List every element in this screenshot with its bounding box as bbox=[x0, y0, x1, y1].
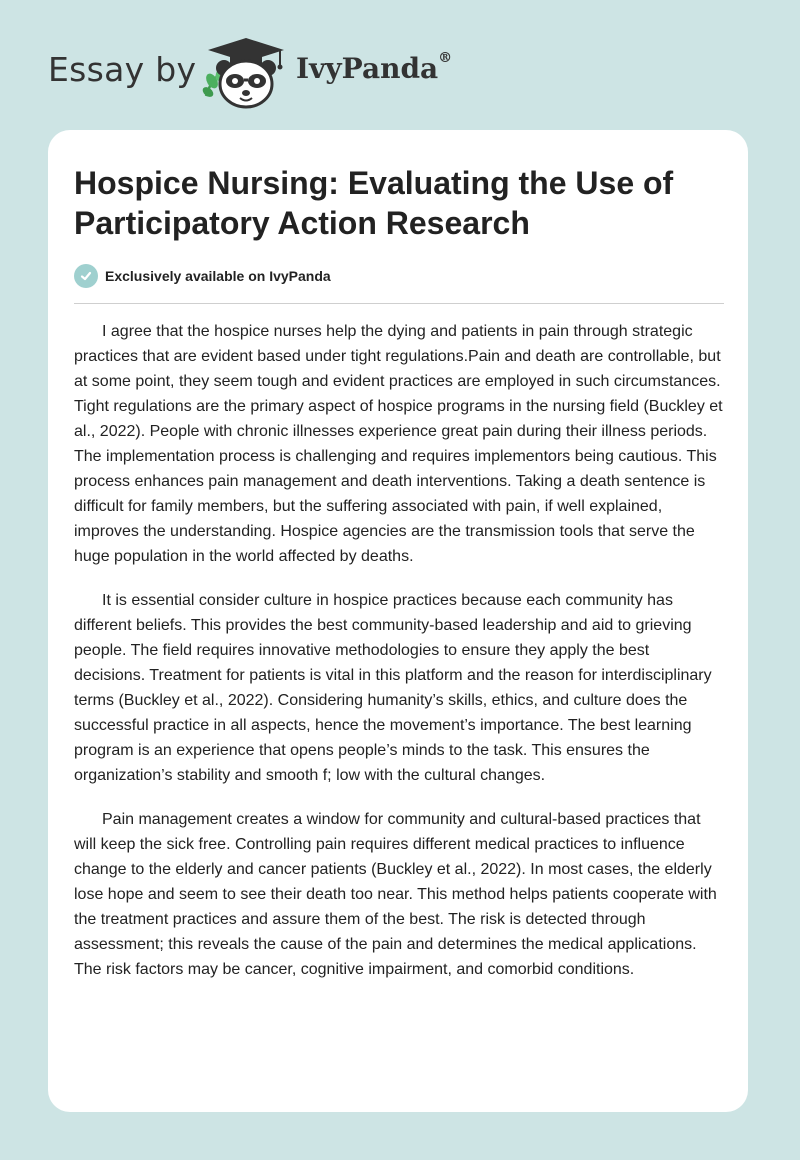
check-circle-icon bbox=[74, 264, 98, 288]
paragraph: It is essential consider culture in hospice practices because each community has different beliefs. This provides the best community-based leadership and aid to grieving people. The field requires innovative methodologies to ensure they apply the best decisions. Treatment for patients is vital in this platform and the reason for interdisciplinary terms (Buckley et al., 2022). Considering humanity’s skills, ethics, and culture does the successful practice in all aspects, hence the movement’s importance. The best learning program is an experience that opens people’s minds to the task. This ensures the organization’s stability and smooth f; low with the cultural changes. bbox=[74, 592, 712, 784]
panda-logo-icon[interactable] bbox=[200, 34, 292, 110]
paragraph: Pain management creates a window for community and cultural-based practices that will keep the sick free. Controlling pain requires different medical practices to influence change to the elderly and cancer patients (Buckley et al., 2022). In most cases, the elderly lose hope and seem to see their death too near. This method helps patients cooperate with the treatment practices and assure them of the best. The risk is detected through assessment; this reveals the cause of the pain and determines the medical applications. The risk factors may be cancer, cognitive impairment, and comorbid conditions. bbox=[74, 811, 717, 978]
brand-text: IvyPanda bbox=[296, 52, 439, 85]
site-header bbox=[48, 30, 508, 110]
essay-body bbox=[74, 319, 724, 1001]
essay-card bbox=[48, 130, 748, 1112]
brand-name[interactable] bbox=[296, 52, 452, 85]
title-divider bbox=[74, 303, 724, 304]
registered-mark: ® bbox=[438, 50, 453, 66]
exclusive-badge-label: Exclusively available on IvyPanda bbox=[105, 268, 331, 284]
essay-by-label: Essay by bbox=[48, 50, 197, 89]
paragraph: I agree that the hospice nurses help the dying and patients in pain through strategic practices that are evident based under tight regulations.Pain and death are controllable, but at some point, they seem tough and evident practices are employed in such circumstances. Tight regulations are the primary aspect of hospice programs in the nursing field (Buckley et al., 2022). People with chronic illnesses experience great pain during their illness periods. The implementation process is challenging and requires implementors being cautious. This process enhances pain management and death interventions. Taking a death sentence is difficult for family members, but the suffering associated with pain, if well explained, improves the understanding. Hospice agencies are the transmission tools that serve the huge population in the world affected by deaths. bbox=[74, 323, 723, 565]
exclusive-badge bbox=[74, 264, 331, 288]
page-title: Hospice Nursing: Evaluating the Use of Participatory Action Research bbox=[74, 165, 674, 241]
